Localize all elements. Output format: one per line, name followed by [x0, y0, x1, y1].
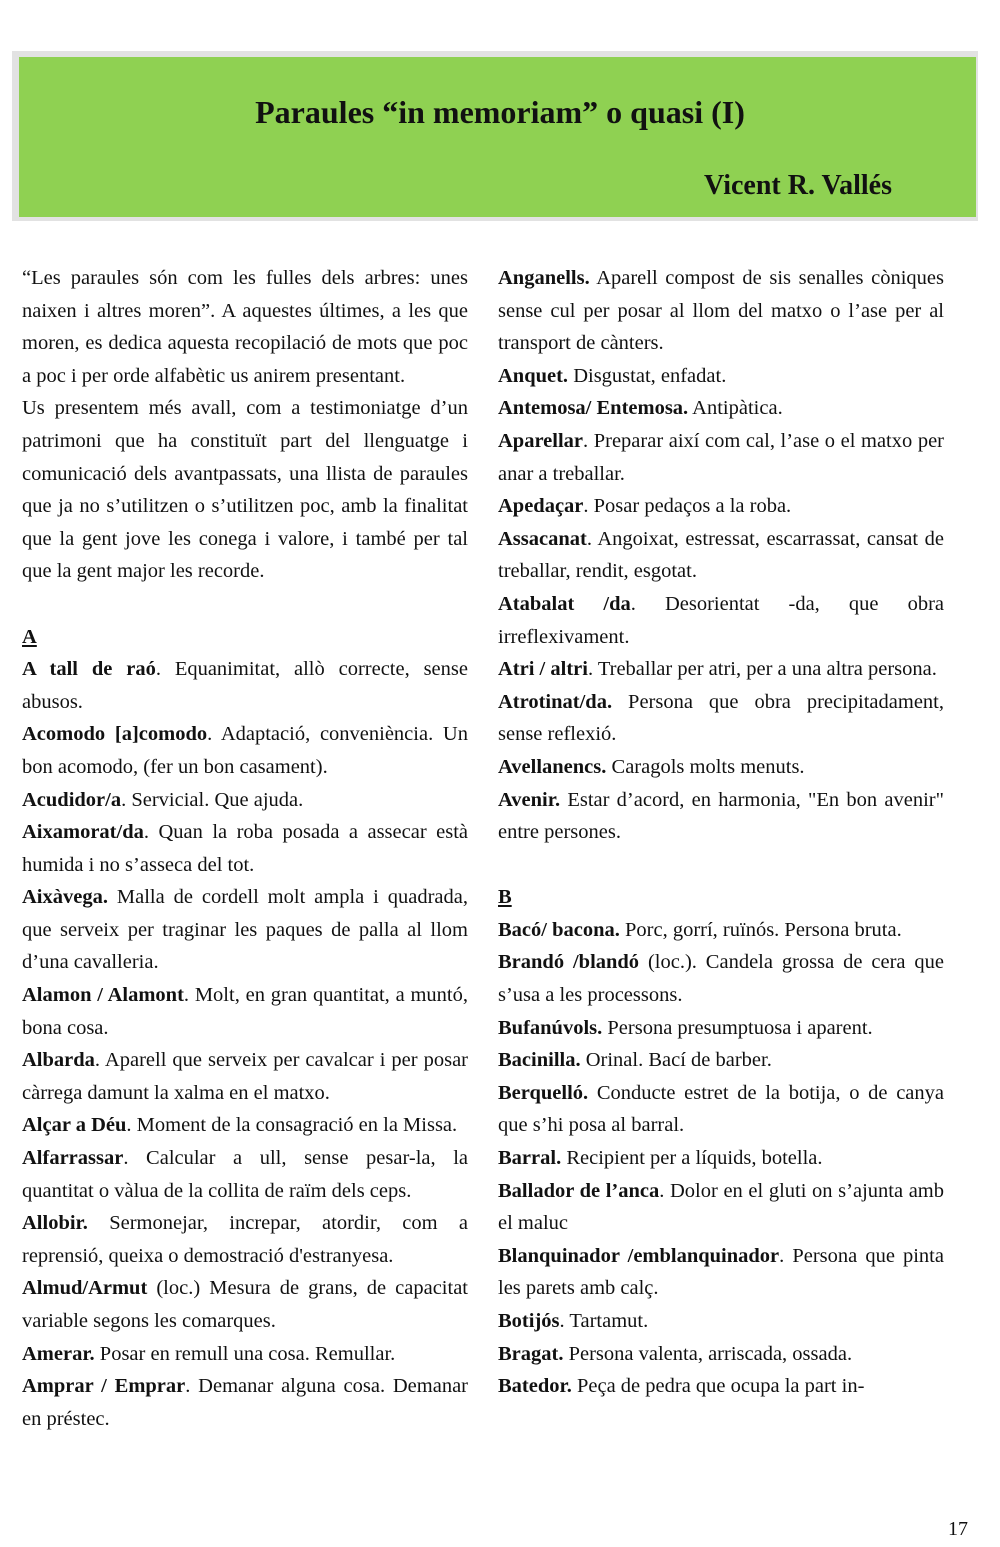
intro-paragraph: “Les paraules són com les fulles dels arbres: unes naixen i altres moren”. A aquestes últimes, a les que moren, es dedica aquesta recopilació de mots que poc a poc i per orde alfabètic us anirem presentant. — [22, 267, 468, 387]
glossary-term: Acomodo [a]comodo — [22, 723, 208, 746]
glossary-term: Aixàvega. — [22, 886, 108, 909]
article-title: Paraules “in memoriam” o quasi (I) — [255, 94, 745, 130]
section-heading-a: A — [22, 625, 37, 648]
glossary-entry — [22, 1338, 468, 1371]
glossary-definition: Malla de cordell molt ampla i quadrada, que serveix per traginar les paques de palla al llom d’una cavalleria. — [22, 886, 468, 974]
glossary-term: Almud/Armut — [22, 1277, 148, 1300]
glossary-term: Amprar / Emprar — [22, 1375, 186, 1398]
spacer — [498, 849, 944, 882]
glossary-entry — [498, 392, 944, 425]
glossary-entry — [22, 979, 468, 1044]
glossary-definition: . Moment de la consagració en la Missa. — [126, 1114, 458, 1137]
glossary-term: Alçar a Déu — [22, 1114, 127, 1137]
glossary-definition: . Calcular a ull, sense pesar-la, la quantitat o vàlua de la collita de raïm dels ceps. — [22, 1147, 468, 1202]
glossary-entry — [22, 1109, 468, 1142]
page-number: 17 — [948, 1518, 968, 1540]
glossary-entry — [498, 1012, 944, 1045]
glossary-term: Aparellar — [498, 429, 584, 452]
glossary-entry — [22, 1044, 468, 1109]
glossary-definition: Aparell compost de sis senalles còniques sense cul per posar al llom del matxo o l’ase per al transport de cànters. — [498, 267, 944, 355]
glossary-term: Antemosa/ Entemosa. — [498, 397, 689, 420]
left-column — [22, 262, 468, 1435]
glossary-entry — [498, 1305, 944, 1338]
glossary-definition: Recipient per a líquids, botella. — [561, 1147, 823, 1170]
glossary-term: Ballador de l’anca — [498, 1179, 660, 1202]
glossary-entry — [498, 1370, 944, 1403]
glossary-definition: Posar en remull una cosa. Remullar. — [94, 1342, 396, 1365]
glossary-definition: . Adaptació, conveniència. Un bon acomodo, (fer un bon casament). — [22, 723, 468, 778]
glossary-entry — [498, 360, 944, 393]
glossary-entry — [498, 914, 944, 947]
glossary-definition: . Persona que pinta les parets amb calç. — [498, 1244, 944, 1300]
glossary-entry — [498, 1044, 944, 1077]
glossary-definition: Disgustat, enfadat. — [568, 364, 727, 387]
glossary-definition: Porc, gorrí, ruïnós. Persona bruta. — [619, 918, 902, 941]
glossary-term: Alamon / Alamont — [22, 984, 184, 1007]
glossary-entry — [498, 1240, 944, 1305]
glossary-list-b — [498, 914, 944, 1403]
glossary-entry — [498, 686, 944, 751]
glossary-term: Avenir. — [498, 788, 561, 811]
glossary-entry — [498, 784, 944, 849]
article-author: Vicent R. Vallés — [704, 170, 892, 201]
glossary-definition: . Equanimitat, allò correcte, sense abusos. — [22, 658, 468, 713]
glossary-term: Blanquinador /emblanquinador — [498, 1244, 780, 1267]
glossary-definition: . Angoixat, estressat, escarrassat, cansat de treballar, rendit, esgotat. — [498, 527, 944, 583]
glossary-definition: . Preparar així com cal, l’ase o el matxo per anar a treballar. — [498, 429, 944, 485]
glossary-definition: Persona que obra precipitadament, sense reflexió. — [498, 690, 944, 746]
glossary-definition: . Posar pedaços a la roba. — [583, 495, 792, 518]
glossary-term: A tall de raó — [22, 658, 156, 681]
glossary-entry — [22, 718, 468, 783]
glossary-term: Brandó /blandó — [498, 951, 640, 974]
glossary-entry — [498, 588, 944, 653]
glossary-list-a-right — [498, 262, 944, 849]
glossary-entry — [498, 523, 944, 588]
glossary-term: Acudidor/a — [22, 788, 122, 811]
glossary-entry — [22, 653, 468, 718]
glossary-definition: . Dolor en el gluti on s’ajunta amb el maluc — [498, 1179, 945, 1235]
section-heading-b: B — [498, 886, 512, 909]
glossary-entry — [498, 946, 944, 1011]
glossary-term: Bragat. — [498, 1342, 564, 1365]
glossary-term: Allobir. — [22, 1212, 88, 1235]
glossary-entry — [498, 1338, 944, 1371]
glossary-term: Anquet. — [498, 364, 569, 387]
glossary-term: Barral. — [498, 1147, 562, 1170]
glossary-term: Bufanúvols. — [498, 1016, 603, 1039]
glossary-term: Bacinilla. — [498, 1049, 581, 1072]
glossary-term: Avellanencs. — [498, 755, 607, 778]
glossary-definition: . Treballar per atri, per a una altra persona. — [587, 658, 937, 681]
glossary-term: Albarda — [22, 1049, 95, 1072]
glossary-definition: (loc.) Mesura de grans, de capacitat variable segons les comarques. — [22, 1277, 468, 1332]
glossary-term: Assacanat — [498, 527, 587, 550]
glossary-definition: Estar d’acord, en harmonia, "En bon avenir" entre persones. — [498, 788, 944, 844]
glossary-definition: Conducte estret de la botija, o de canya que s’hi posa al barral. — [498, 1081, 944, 1137]
glossary-definition: . Aparell que serveix per cavalcar i per posar càrrega damunt la xalma en el matxo. — [22, 1049, 468, 1104]
intro-paragraph: Us presentem més avall, com a testimoniatge d’un patrimoni que ha constituït part del llenguatge i comunicació dels avantpassats, una llista de paraules que ja no s’utilitzen o s’utilitzen poc, amb la finalitat que la gent jove les conega i valore, i també per tal que la gent major les recorde. — [22, 397, 468, 583]
glossary-term: Atrotinat/da. — [498, 690, 613, 713]
glossary-entry — [498, 1077, 944, 1142]
glossary-definition: Caragols molts menuts. — [606, 755, 805, 778]
glossary-term: Atri / altri — [498, 658, 588, 681]
glossary-term: Batedor. — [498, 1375, 572, 1398]
glossary-entry — [22, 816, 468, 881]
glossary-term: Berquelló. — [498, 1081, 589, 1104]
glossary-definition: . Desorientat -da, que obra irreflexivament. — [498, 592, 944, 648]
glossary-entry — [498, 490, 944, 523]
glossary-entry — [22, 1272, 468, 1337]
glossary-definition: . Tartamut. — [559, 1310, 649, 1332]
glossary-definition: . Quan la roba posada a assecar està humida i no s’asseca del tot. — [22, 821, 468, 876]
glossary-term: Apedaçar — [498, 495, 584, 518]
glossary-term: Atabalat /da — [498, 592, 631, 615]
glossary-entry — [498, 262, 944, 360]
glossary-term: Alfarrassar — [22, 1147, 124, 1170]
spacer — [22, 588, 468, 621]
glossary-definition: (loc.). Candela grossa de cera que s’usa a les processons. — [498, 951, 944, 1007]
glossary-list-a-left — [22, 653, 468, 1435]
glossary-definition: Sermonejar, increpar, atordir, com a reprensió, queixa o demostració d'estranyesa. — [22, 1212, 468, 1267]
glossary-entry — [22, 1207, 468, 1272]
right-column — [498, 262, 944, 1403]
glossary-definition: . Molt, en gran quantitat, a muntó, bona cosa. — [22, 984, 468, 1039]
glossary-entry — [498, 425, 944, 490]
glossary-definition: . Demanar alguna cosa. Demanar en préstec. — [22, 1375, 468, 1430]
glossary-definition: Persona valenta, arriscada, ossada. — [563, 1342, 853, 1365]
glossary-definition: Orinal. Bací de barber. — [580, 1049, 772, 1072]
glossary-entry — [22, 1142, 468, 1207]
glossary-definition: . Servicial. Que ajuda. — [121, 788, 304, 811]
glossary-term: Bacó/ bacona. — [498, 918, 620, 941]
glossary-definition: Peça de pedra que ocupa la part in- — [571, 1375, 865, 1398]
glossary-entry — [22, 881, 468, 979]
glossary-entry — [22, 1370, 468, 1435]
glossary-term: Amerar. — [22, 1342, 95, 1365]
glossary-definition: Persona presumptuosa i aparent. — [602, 1016, 873, 1039]
glossary-entry — [498, 1175, 944, 1240]
glossary-term: Aixamorat/da — [22, 821, 144, 844]
glossary-term: Anganells. — [498, 267, 590, 289]
glossary-entry — [498, 653, 944, 686]
glossary-entry — [498, 751, 944, 784]
glossary-entry — [22, 784, 468, 817]
glossary-entry — [498, 1142, 944, 1175]
glossary-term: Botijós — [498, 1310, 560, 1332]
glossary-definition: Antipàtica. — [688, 397, 783, 420]
